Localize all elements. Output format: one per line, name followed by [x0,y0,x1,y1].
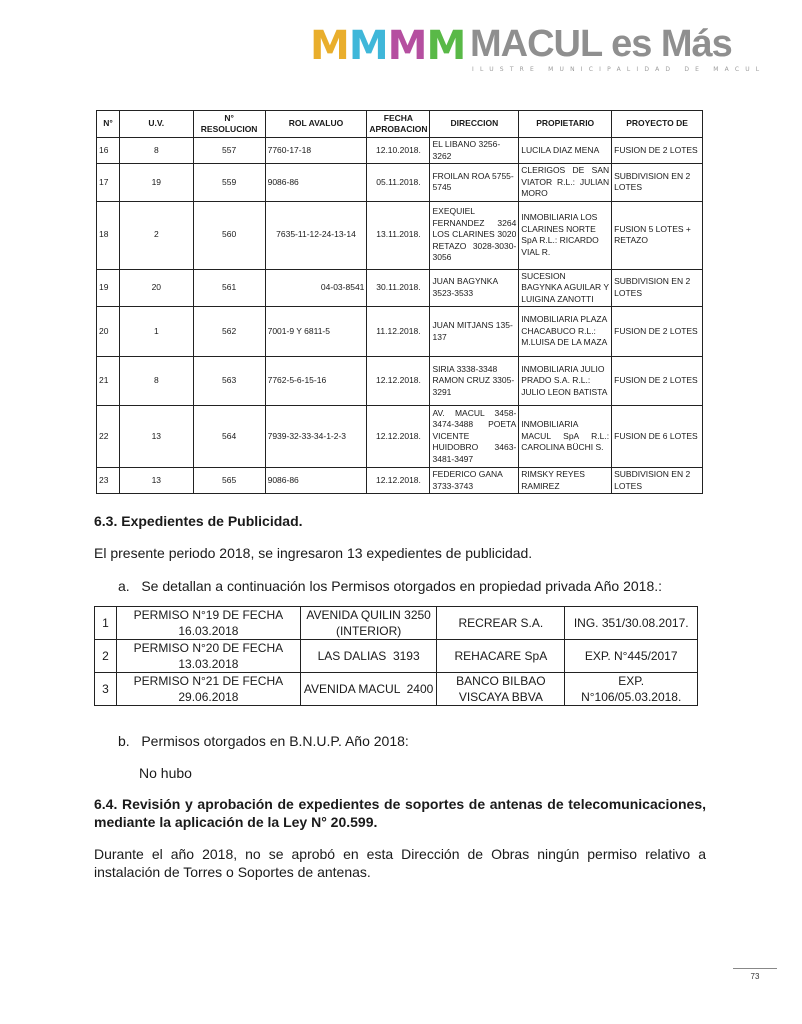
cell-rol: 9086-86 [265,468,367,494]
cell-titular: BANCO BILBAO VISCAYA BBVA [437,673,565,706]
table-row [95,607,698,640]
column-header-rol-avaluo: ROL AVALUO [265,111,367,138]
cell-direccion: JUAN MITJANS 135-137 [430,307,519,357]
cell-direccion: AV. MACUL 3458-3474-3488 POETA VICENTE HUIDOBRO 3463-3481-3497 [430,406,519,468]
cell-direccion: FROILAN ROA 5755-5745 [430,164,519,202]
cell-uv: 19 [119,164,193,202]
page-number: 73 [750,972,760,981]
cell-n: 20 [97,307,120,357]
cell-resolucion: 560 [193,201,265,269]
column-header-n: N° [97,111,120,138]
cell-uv: 8 [119,357,193,406]
resolutions-table [96,110,703,494]
cell-fecha: 11.12.2018. [367,307,430,357]
cell-direccion: SIRIA 3338-3348 RAMON CRUZ 3305-3291 [430,357,519,406]
cell-direccion: JUAN BAGYNKA 3523-3533 [430,269,519,307]
cell-rol: 9086-86 [265,164,367,202]
cell-rol: 7001-9 Y 6811-5 [265,307,367,357]
column-header-resolucion: N° RESOLUCION [193,111,265,138]
logo-wordmark: MACUL es Más [470,23,732,65]
cell-propietario: INMOBILIARIA PLAZA CHACABUCO R.L.: M.LUISA DE LA MAZA [519,307,612,357]
cell-resolucion: 562 [193,307,265,357]
section-6-3-item-a: a. Se detallan a continuación los Permisos otorgados en propiedad privada Año 2018.: [118,578,663,594]
table-row [95,640,698,673]
table-row [97,201,703,269]
cell-fecha: 05.11.2018. [367,164,430,202]
cell-rol: 7760-17-18 [265,138,367,164]
cell-direccion: AVENIDA MACUL 2400 [300,673,436,706]
cell-proyecto: SUBDIVISION EN 2 LOTES [612,269,703,307]
column-header-proyecto: PROYECTO DE [612,111,703,138]
cell-permiso [116,640,300,673]
permiso-date: 29.06.2018 [178,690,239,704]
cell-direccion: EL LIBANO 3256-3262 [430,138,519,164]
cell-n: 3 [95,673,117,706]
permiso-date: 13.03.2018 [178,657,239,671]
cell-n: 23 [97,468,120,494]
section-6-3-item-b-value: No hubo [139,765,192,781]
section-6-4-body: Durante el año 2018, no se aprobó en esta Dirección de Obras ningún permiso relativo a instalación de Torres o Soportes de antenas. [94,846,706,880]
cell-expediente: EXP. N°445/2017 [565,640,698,673]
table-row [97,164,703,202]
cell-uv: 13 [119,406,193,468]
cell-proyecto: FUSION DE 6 LOTES [612,406,703,468]
table-row [97,307,703,357]
section-heading-6-3: 6.3. Expedientes de Publicidad. [94,513,303,529]
cell-proyecto: FUSION 5 LOTES + RETAZO [612,201,703,269]
cell-uv: 2 [119,201,193,269]
table-header-row [97,111,703,138]
column-header-direccion: DIRECCION [430,111,519,138]
cell-n: 16 [97,138,120,164]
logo-subtitle: ILUSTRE MUNICIPALIDAD DE MACUL [472,66,766,73]
table-row [97,357,703,406]
cell-propietario: INMOBILIARIA LOS CLARINES NORTE SpA R.L.: RICARDO VIAL R. [519,201,612,269]
cell-n: 17 [97,164,120,202]
cell-propietario: INMOBILIARIA JULIO PRADO S.A. R.L.: JULIO LEON BATISTA [519,357,612,406]
permits-table [94,606,698,706]
permiso-title: PERMISO N°19 DE FECHA [133,608,284,622]
section-6-3-item-b: b. Permisos otorgados en B.N.U.P. Año 2018: [118,733,409,749]
table-row [97,138,703,164]
cell-resolucion: 564 [193,406,265,468]
cell-uv: 20 [119,269,193,307]
cell-n: 22 [97,406,120,468]
cell-direccion: FEDERICO GANA 3733-3743 [430,468,519,494]
cell-resolucion: 565 [193,468,265,494]
cell-n: 1 [95,607,117,640]
cell-titular: RECREAR S.A. [437,607,565,640]
cell-rol: 7635-11-12-24-13-14 [265,201,367,269]
cell-uv: 8 [119,138,193,164]
permiso-title: PERMISO N°20 DE FECHA [133,641,284,655]
permiso-date: 16.03.2018 [178,624,239,638]
cell-direccion: AVENIDA QUILIN 3250 (INTERIOR) [300,607,436,640]
section-heading-6-4: 6.4. Revisión y aprobación de expedientes de soportes de antenas de telecomunicaciones, mediante la aplicación de la Ley N° 20.599. [94,796,706,830]
logo-letter: M [387,23,426,69]
section-6-3-intro: El presente periodo 2018, se ingresaron 13 expedientes de publicidad. [94,545,533,561]
municipality-logo [310,22,766,73]
cell-propietario: INMOBILIARIA MACUL SpA R.L.: CAROLINA BÜCHI S. [519,406,612,468]
cell-uv: 1 [119,307,193,357]
cell-proyecto: SUBDIVISION EN 2 LOTES [612,468,703,494]
cell-fecha: 13.11.2018. [367,201,430,269]
cell-resolucion: 561 [193,269,265,307]
table-row [97,406,703,468]
cell-propietario: CLERIGOS DE SAN VIATOR R.L.: JULIAN MORO [519,164,612,202]
column-header-propietario: PROPIETARIO [519,111,612,138]
column-header-uv: U.V. [119,111,193,138]
cell-resolucion: 563 [193,357,265,406]
cell-rol: 7939-32-33-34-1-2-3 [265,406,367,468]
cell-titular: REHACARE SpA [437,640,565,673]
column-header-fecha: FECHA APROBACION [367,111,430,138]
logo-letter: M [426,23,465,69]
cell-proyecto: FUSION DE 2 LOTES [612,307,703,357]
cell-n: 21 [97,357,120,406]
cell-proyecto: SUBDIVISION EN 2 LOTES [612,164,703,202]
cell-permiso [116,673,300,706]
cell-fecha: 12.12.2018. [367,468,430,494]
cell-proyecto: FUSION DE 2 LOTES [612,138,703,164]
logo-mark [310,23,465,69]
cell-permiso [116,607,300,640]
cell-resolucion: 559 [193,164,265,202]
permiso-title: PERMISO N°21 DE FECHA [133,674,284,688]
cell-proyecto: FUSION DE 2 LOTES [612,357,703,406]
cell-n: 18 [97,201,120,269]
cell-rol: 04-03-8541 [265,269,367,307]
cell-n: 2 [95,640,117,673]
table-row [97,269,703,307]
logo-letter: M [310,23,348,69]
cell-propietario: RIMSKY REYES RAMIREZ [519,468,612,494]
cell-propietario: SUCESION BAGYNKA AGUILAR Y LUIGINA ZANOTTI [519,269,612,307]
cell-fecha: 12.12.2018. [367,406,430,468]
cell-resolucion: 557 [193,138,265,164]
cell-expediente: ING. 351/30.08.2017. [565,607,698,640]
cell-uv: 13 [119,468,193,494]
table-row [97,468,703,494]
cell-direccion: LAS DALIAS 3193 [300,640,436,673]
page-number-rule [733,968,777,969]
cell-propietario: LUCILA DIAZ MENA [519,138,612,164]
cell-expediente: EXP. N°106/05.03.2018. [565,673,698,706]
table-row [95,673,698,706]
logo-letter: M [348,23,387,69]
cell-direccion: EXEQUIEL FERNANDEZ 3264 LOS CLARINES 3020 RETAZO 3028-3030-3056 [430,201,519,269]
cell-fecha: 12.12.2018. [367,357,430,406]
cell-n: 19 [97,269,120,307]
cell-fecha: 30.11.2018. [367,269,430,307]
cell-rol: 7762-5-6-15-16 [265,357,367,406]
cell-fecha: 12.10.2018. [367,138,430,164]
